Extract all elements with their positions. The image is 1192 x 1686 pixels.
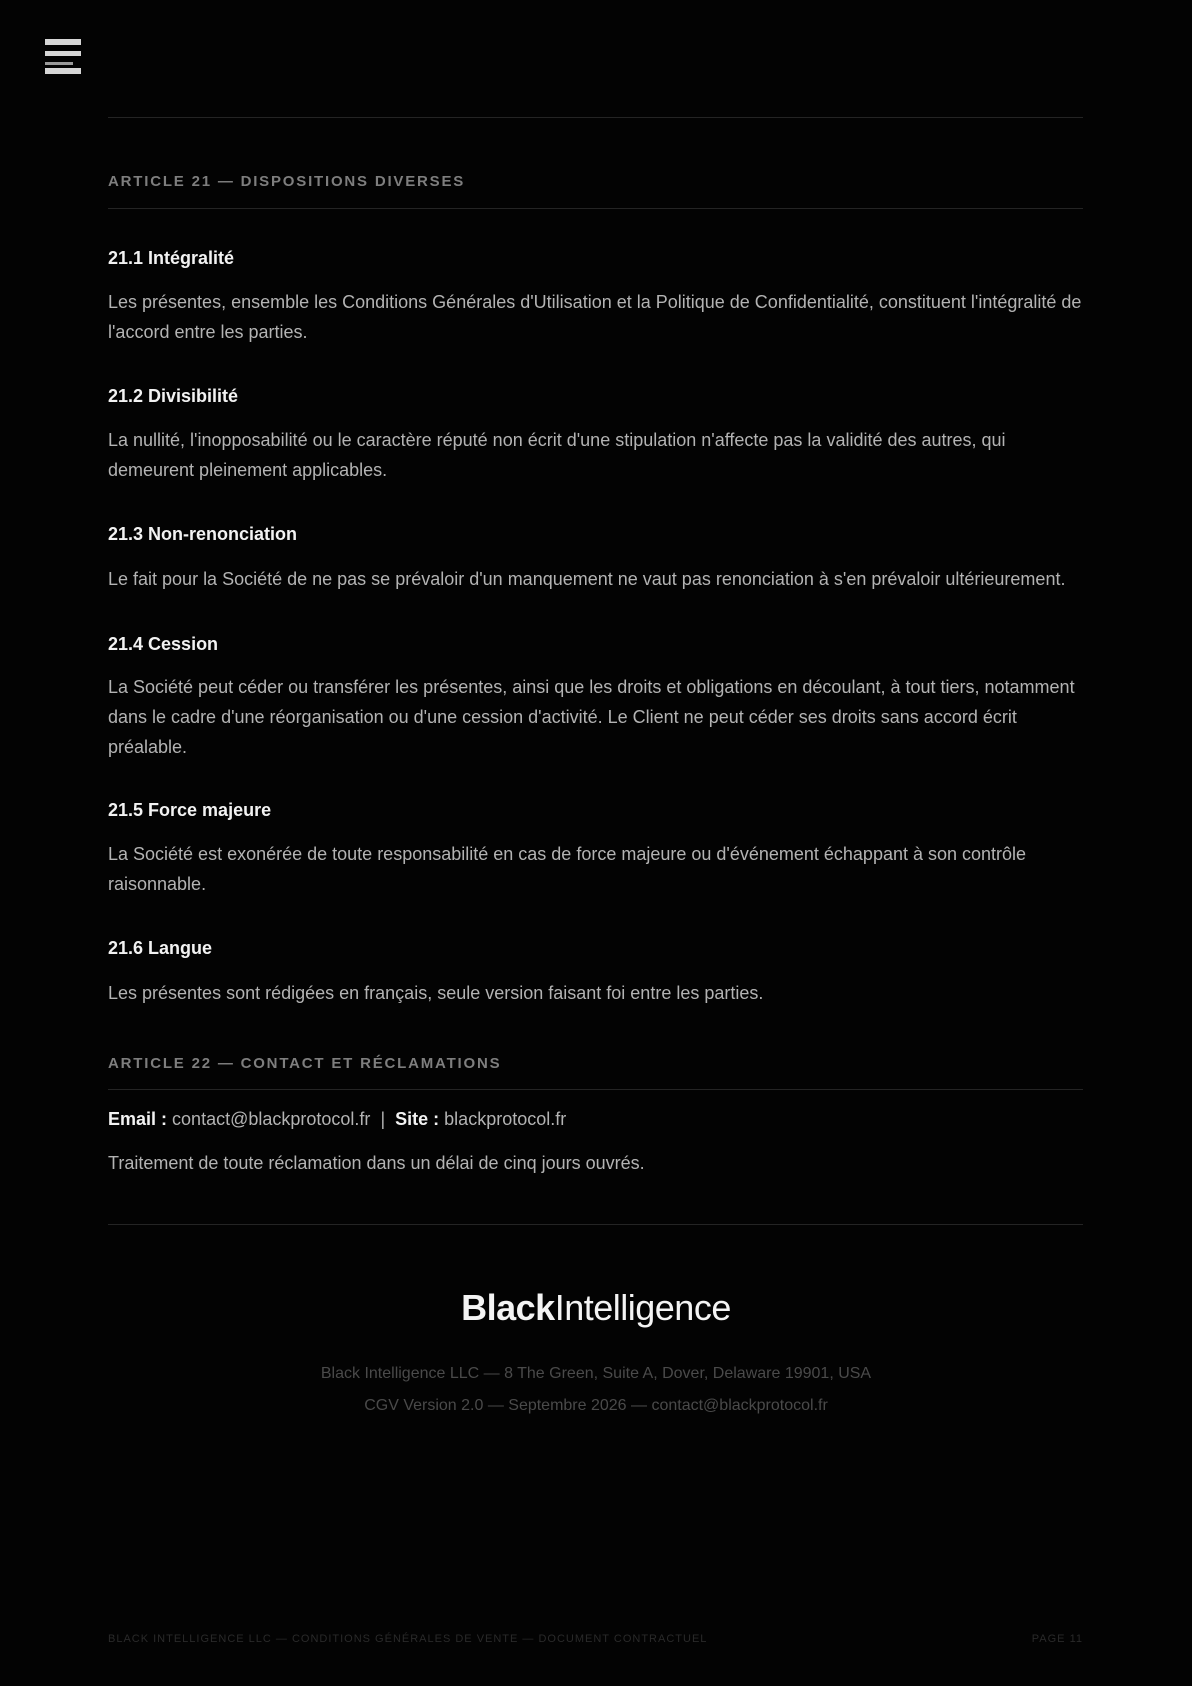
article-22-text: Traitement de toute réclamation dans un délai de cinq jours ouvrés. (108, 1153, 645, 1173)
section-21-1-text: Les présentes, ensemble les Conditions Générales d'Utilisation et la Politique de Confidentialité, constituent l'intégralité de l'accord entre les parties. (108, 292, 1082, 342)
section-21-6-text: Les présentes sont rédigées en français, seule version faisant foi entre les parties. (108, 983, 764, 1003)
page-footer-left: BLACK INTELLIGENCE LLC — CONDITIONS GÉNÉRALES DE VENTE — DOCUMENT CONTRACTUEL (108, 1633, 708, 1645)
section-21-2-title: 21.2 Divisibilité (108, 386, 239, 406)
article-21-title: ARTICLE 21 — DISPOSITIONS DIVERSES (108, 173, 466, 190)
section-21-4-text: La Société peut céder ou transférer les présentes, ainsi que les droits et obligations en découlant, à tout tiers, notamment dans le cadre d'une réorganisation ou d'une cession d'activité. Le Client ne peut céder ses droits sans accord écrit préalable. (108, 677, 1075, 757)
page-number: PAGE 11 (1031, 1633, 1083, 1645)
section-21-5-title: 21.5 Force majeure (108, 800, 272, 820)
section-21-6-title: 21.6 Langue (108, 938, 213, 958)
brand-logo (0, 1287, 1192, 1329)
section-21-1-title: 21.1 Intégralité (108, 248, 235, 268)
article-22-title: ARTICLE 22 — CONTACT ET RÉCLAMATIONS (108, 1055, 502, 1072)
contact-line (108, 1109, 566, 1130)
contact-separator: | (380, 1109, 386, 1129)
section-21-3-title: 21.3 Non-renonciation (108, 524, 298, 544)
company-address: Black Intelligence LLC — 8 The Green, Suite A, Dover, Delaware 19901, USA (320, 1365, 872, 1382)
hamburger-menu-icon[interactable] (45, 39, 81, 75)
site-label: Site : (395, 1109, 440, 1129)
section-21-2-text: La nullité, l'inopposabilité ou le caractère réputé non écrit d'une stipulation n'affecte pas la validité des autres, qui demeurent pleinement applicables. (108, 430, 1006, 480)
section-21-5-text: La Société est exonérée de toute responsabilité en cas de force majeure ou d'événement échappant à son contrôle raisonnable. (108, 844, 1027, 894)
top-divider (108, 117, 1083, 118)
section-21-4-title: 21.4 Cession (108, 634, 219, 654)
article-21-divider (108, 208, 1083, 209)
site-link[interactable]: blackprotocol.fr (444, 1109, 567, 1129)
logo-bold: Black (461, 1287, 555, 1328)
footer-divider (108, 1224, 1083, 1225)
article-22-divider (108, 1089, 1083, 1090)
email-label: Email : (108, 1109, 168, 1129)
document-version: CGV Version 2.0 — Septembre 2026 — contact@blackprotocol.fr (364, 1397, 828, 1414)
section-21-3-text: Le fait pour la Société de ne pas se prévaloir d'un manquement ne vaut pas renonciation à s'en prévaloir ultérieurement. (108, 569, 1066, 589)
logo-regular: Intelligence (554, 1287, 731, 1328)
email-link[interactable]: contact@blackprotocol.fr (172, 1109, 371, 1129)
